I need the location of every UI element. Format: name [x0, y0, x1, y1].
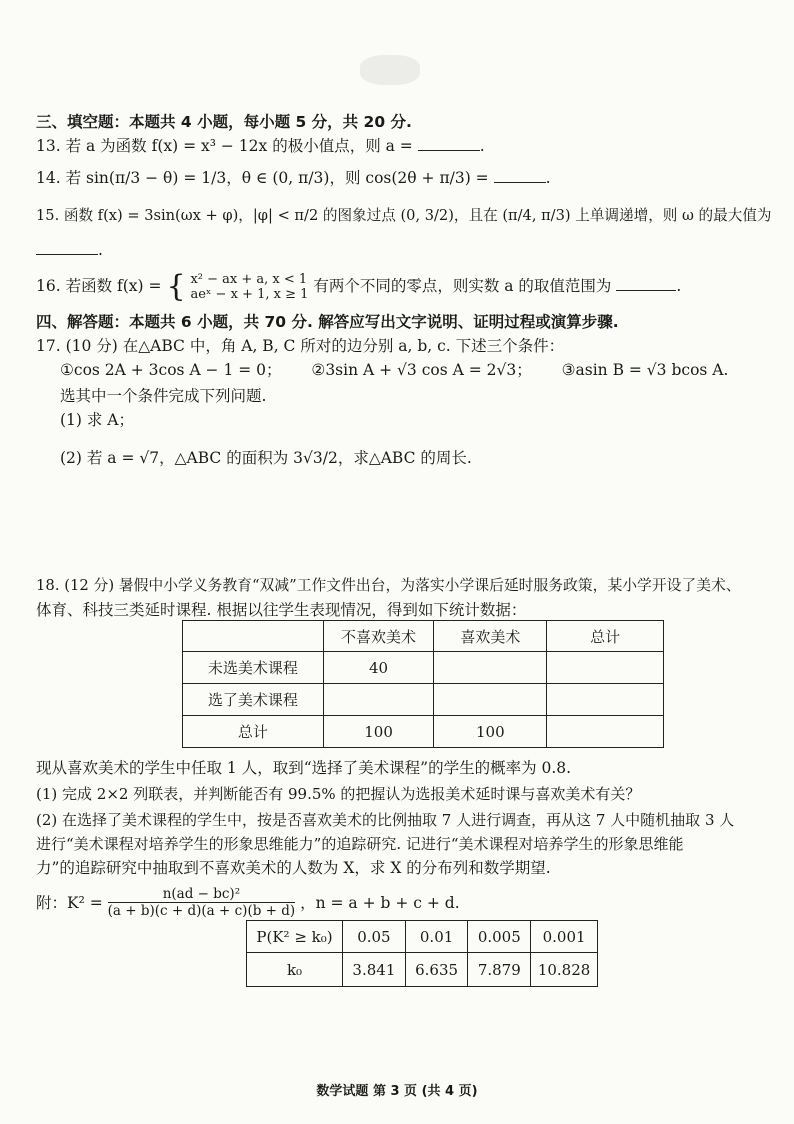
table-cell: 不喜欢美术 [323, 621, 434, 652]
question-13 [36, 136, 485, 156]
q18-prob: 现从喜欢美术的学生中任取 1 人，取到“选择了美术课程”的学生的概率为 0.8. [36, 759, 572, 777]
q13-end: . [479, 137, 485, 155]
table-cell: 100 [323, 716, 434, 748]
table-cell [434, 652, 547, 684]
question-14 [36, 168, 551, 188]
q15-end: . [98, 241, 103, 259]
answer-blank [494, 168, 546, 183]
piecewise-brace: { [166, 269, 186, 304]
table-cell: 选了美术课程 [183, 684, 324, 716]
table-cell: 喜欢美术 [434, 621, 547, 652]
critical-value-table [246, 920, 598, 987]
table-cell: 100 [434, 716, 547, 748]
q13-text: 13. 若 a 为函数 f(x) = x³ − 12x 的极小值点，则 a = [36, 137, 413, 155]
formula-suffix: ，n = a + b + c + d. [300, 893, 460, 912]
q18-part2b: 进行“美术课程对培养学生的形象思维能力”的追踪研究. 记进行“美术课程对培养学生的形象思维能 [36, 835, 684, 853]
table-cell: 7.879 [468, 953, 531, 987]
table-row [183, 684, 664, 716]
answer-blank [616, 276, 676, 291]
table-row [247, 921, 598, 953]
table-cell: 总计 [183, 716, 324, 748]
q14-end: . [545, 169, 551, 187]
q16-end: . [676, 277, 682, 295]
table-cell: 0.005 [468, 921, 531, 953]
cond-1: ①cos 2A + 3cos A − 1 = 0； [60, 361, 282, 379]
q16-suffix: 有两个不同的零点，则实数 a 的取值范围为 [313, 277, 612, 295]
fraction [108, 886, 296, 919]
table-cell: 6.635 [405, 953, 468, 987]
table-cell [547, 716, 664, 748]
q18-part2c: 力”的追踪研究中抽取到不喜欢美术的人数为 X，求 X 的分布列和数学期望. [36, 859, 551, 877]
q17-stem: 17. (10 分) 在△ABC 中，角 A, B, C 所对的边分别 a, b, c. 下述三个条件： [36, 337, 565, 355]
table-row [183, 716, 664, 748]
table-row [247, 953, 598, 987]
table-cell: P(K² ≥ k₀) [247, 921, 343, 953]
formula-prefix: 附：K² = [36, 893, 103, 912]
k-formula [36, 886, 460, 920]
formula-numerator: n(ad − bc)² [108, 886, 296, 903]
table-cell: 10.828 [531, 953, 598, 987]
q18-part2a: (2) 在选择了美术课程的学生中，按是否喜欢美术的比例抽取 7 人进行调查，再从这 7 人中随机抽取 3 人 [36, 811, 735, 829]
table-row [183, 652, 664, 684]
question-15-blank-line [36, 240, 103, 260]
case-2: aeˣ − x + 1, x ≥ 1 [190, 287, 309, 302]
q16-prefix: 16. 若函数 f(x) = [36, 277, 162, 295]
q17-part1: (1) 求 A； [60, 411, 135, 429]
table-cell: 3.841 [343, 953, 406, 987]
table-cell [183, 621, 324, 652]
contingency-table [182, 620, 664, 748]
cond-2: ②3sin A + √3 cos A = 2√3； [311, 361, 532, 379]
table-cell: 未选美术课程 [183, 652, 324, 684]
table-cell: 40 [323, 652, 434, 684]
case-1: x² − ax + a, x < 1 [190, 272, 308, 287]
q15-text: 15. 函数 f(x) = 3sin(ωx + φ)，|φ| < π/2 的图象过点 (0, 3/2)，且在 (π/4, π/3) 上单调递增，则 ω 的最大值为 [36, 207, 772, 224]
q18-line2: 体育、科技三类延时课程. 根据以往学生表现情况，得到如下统计数据： [36, 601, 527, 619]
table-cell: k₀ [247, 953, 343, 987]
formula-denominator: (a + b)(c + d)(a + c)(b + d) [107, 903, 296, 919]
q18-part1: (1) 完成 2×2 列联表，并判断能否有 99.5% 的把握认为选报美术延时课与喜欢美术有关？ [36, 785, 641, 803]
table-row [183, 621, 664, 652]
scan-smudge [360, 55, 420, 85]
cond-3: ③asin B = √3 bcos A. [561, 361, 729, 379]
table-cell: 0.05 [343, 921, 406, 953]
table-cell [434, 684, 547, 716]
section4-header: 四、解答题：本题共 6 小题，共 70 分. 解答应写出文字说明、证明过程或演算步骤. [36, 313, 619, 331]
q17-conditions [60, 360, 728, 380]
q17-choose: 选其中一个条件完成下列问题. [60, 387, 267, 405]
section3-header: 三、填空题：本题共 4 小题，每小题 5 分，共 20 分. [36, 113, 412, 131]
answer-blank [36, 240, 98, 255]
question-15 [36, 206, 772, 226]
q17-part2: (2) 若 a = √7，△ABC 的面积为 3√3/2，求△ABC 的周长. [60, 449, 472, 467]
q18-line1: 18. (12 分) 暑假中小学义务教育“双减”工作文件出台，为落实小学课后延时服务政策，某小学开设了美术、 [36, 577, 741, 594]
q14-text: 14. 若 sin(π/3 − θ) = 1/3，θ ∈ (0, π/3)，则 cos(2θ + π/3) = [36, 169, 489, 187]
table-cell [547, 652, 664, 684]
piecewise-cases [190, 272, 308, 302]
table-cell [547, 684, 664, 716]
table-cell: 0.001 [531, 921, 598, 953]
table-cell: 0.01 [405, 921, 468, 953]
question-16 [36, 269, 682, 304]
table-cell: 总计 [547, 621, 664, 652]
answer-blank [418, 136, 480, 151]
table-cell [323, 684, 434, 716]
page-footer: 数学试题 第 3 页 (共 4 页) [316, 1084, 478, 1099]
